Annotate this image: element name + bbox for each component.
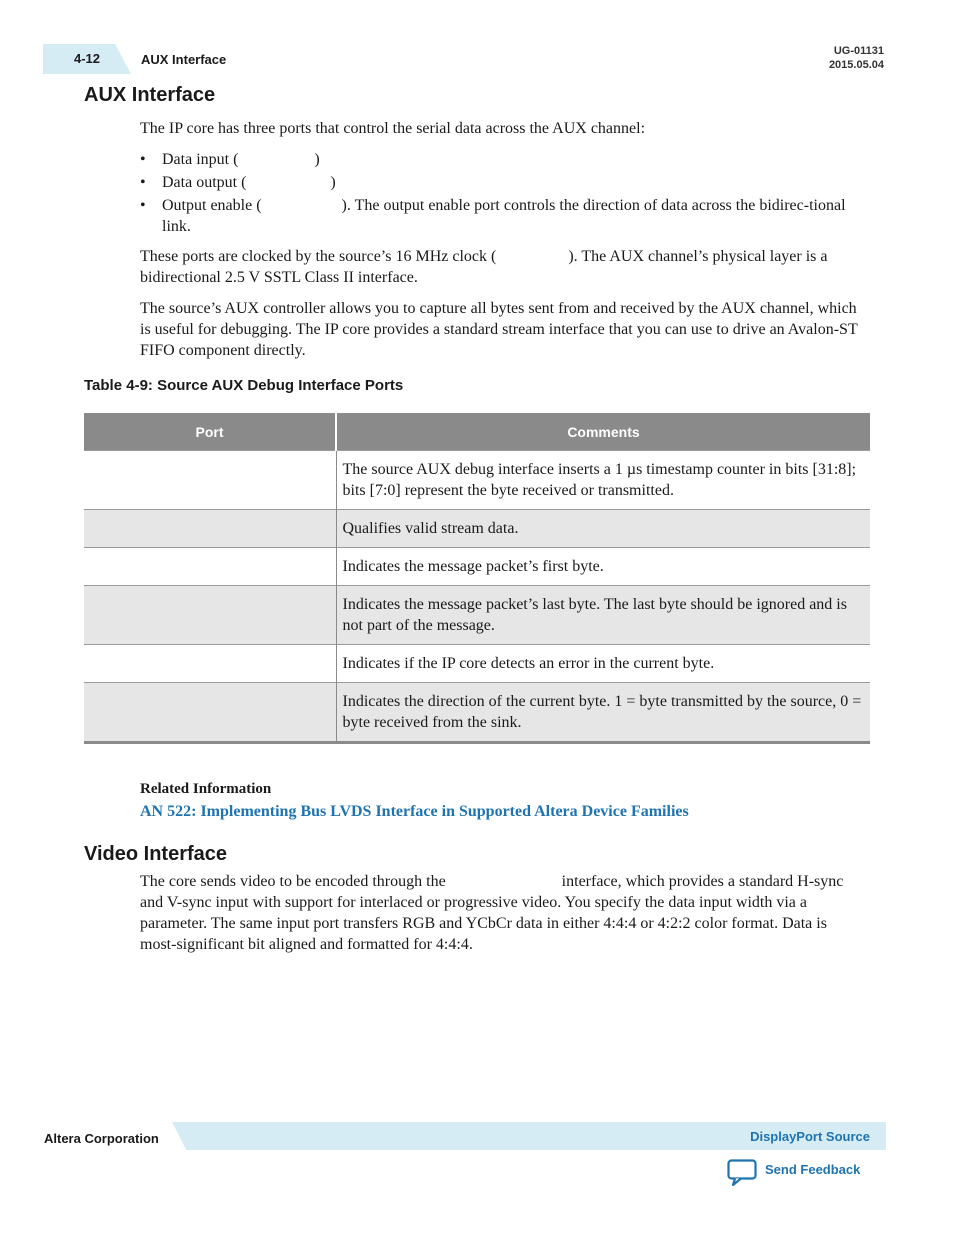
related-info-title: Related Information bbox=[140, 781, 272, 797]
port-cell bbox=[84, 683, 336, 743]
doc-id-block bbox=[829, 44, 884, 72]
table-row bbox=[84, 645, 870, 683]
table-row bbox=[84, 548, 870, 586]
table-row bbox=[84, 510, 870, 548]
column-header-port: Port bbox=[84, 413, 336, 451]
aux-port-list bbox=[140, 149, 860, 239]
column-header-comments: Comments bbox=[336, 413, 870, 451]
table-header-row bbox=[84, 413, 870, 451]
list-item: • Data output ( ) bbox=[140, 172, 860, 193]
video-paragraph: The core sends video to be encoded through the interface, which provides a standard H-sync and V-sync input with support for interlaced or progressive video. You specify the data input width via a parameter. The same input port transfers RGB and YCbCr data in either 4:4:4 or 4:2:2 color format. Data is most-significant bit aligned and formatted for 4:4:4. bbox=[140, 873, 844, 953]
footer-doc-title-link[interactable]: DisplayPort Source bbox=[750, 1129, 870, 1144]
page-number: 4-12 bbox=[74, 51, 101, 66]
section-heading-video: Video Interface bbox=[84, 843, 228, 865]
comment-cell: Indicates if the IP core detects an error in the current byte. bbox=[336, 645, 870, 683]
section-heading-aux: AUX Interface bbox=[84, 84, 216, 106]
table-row bbox=[84, 683, 870, 743]
comment-cell: The source AUX debug interface inserts a 1 µs timestamp counter in bits [31:8]; bits [7:0] represent the byte received or transmitted. bbox=[336, 451, 870, 510]
footer-company: Altera Corporation bbox=[44, 1131, 159, 1146]
port-cell bbox=[84, 586, 336, 645]
send-feedback-link[interactable]: Send Feedback bbox=[765, 1162, 861, 1177]
comment-cell: Qualifies valid stream data. bbox=[336, 510, 870, 548]
comment-cell: Indicates the message packet’s last byte. The last byte should be ignored and is not part of the message. bbox=[336, 586, 870, 645]
port-cell bbox=[84, 548, 336, 586]
running-header-title: AUX Interface bbox=[141, 52, 227, 67]
port-cell bbox=[84, 645, 336, 683]
table-row bbox=[84, 451, 870, 510]
list-item: • Data input ( ) bbox=[140, 149, 860, 170]
comment-cell: Indicates the direction of the current byte. 1 = byte transmitted by the source, 0 = byte received from the sink. bbox=[336, 683, 870, 743]
aux-clock-paragraph: These ports are clocked by the source’s 16 MHz clock ( ). The AUX channel’s physical layer is a bidirectional 2.5 V SSTL Class II interface. bbox=[140, 248, 828, 286]
port-cell bbox=[84, 451, 336, 510]
doc-date: 2015.05.04 bbox=[828, 59, 884, 71]
table-row bbox=[84, 586, 870, 645]
speech-bubble-icon[interactable] bbox=[727, 1159, 757, 1187]
comment-cell: Indicates the message packet’s first byte. bbox=[336, 548, 870, 586]
aux-controller-paragraph: The source’s AUX controller allows you to capture all bytes sent from and received by the AUX channel, which is useful for debugging. The IP core provides a standard stream interface that you can use to drive an Avalon-ST FIFO component directly. bbox=[140, 300, 858, 359]
table-caption: Table 4-9: Source AUX Debug Interface Ports bbox=[84, 377, 404, 394]
doc-id: UG-01131 bbox=[833, 45, 884, 57]
related-info-link[interactable]: AN 522: Implementing Bus LVDS Interface in Supported Altera Device Families bbox=[140, 803, 689, 820]
aux-debug-ports-table bbox=[84, 413, 870, 744]
aux-intro: The IP core has three ports that control the serial data across the AUX channel: bbox=[140, 120, 646, 137]
list-item: • Output enable ( ). The output enable port controls the direction of data across the bidirec-tional link. bbox=[140, 195, 860, 237]
port-cell bbox=[84, 510, 336, 548]
